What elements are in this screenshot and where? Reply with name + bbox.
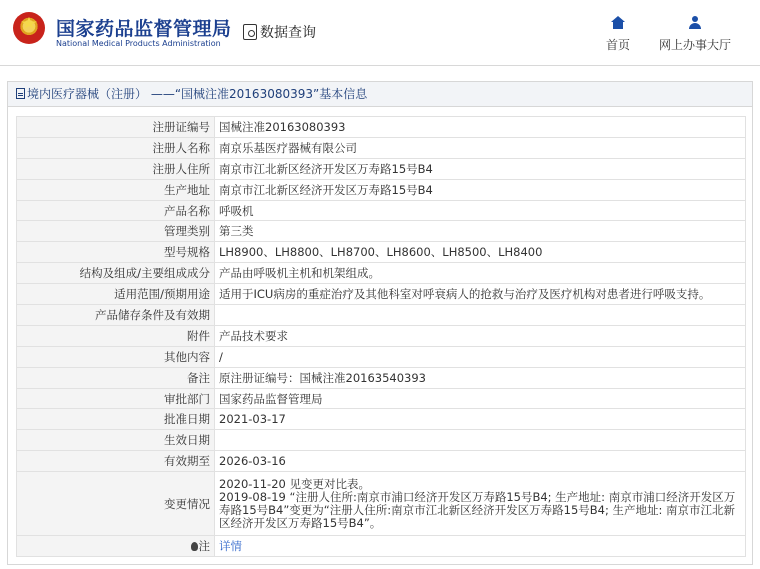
detail-table xyxy=(16,116,746,557)
field-label: 生产地址 xyxy=(17,179,215,200)
table-row xyxy=(17,430,746,451)
field-label: 型号规格 xyxy=(17,242,215,263)
field-value xyxy=(215,305,746,326)
field-value-change xyxy=(215,472,746,536)
field-label: 产品名称 xyxy=(17,200,215,221)
field-label: 注册人名称 xyxy=(17,137,215,158)
field-value: 南京市江北新区经济开发区万寿路15号B4 xyxy=(215,158,746,179)
home-icon xyxy=(611,16,625,29)
change-line-2: 2019-08-19 “注册人住所:南京市浦口经济开发区万寿路15号B4; 生产地址: 南京市浦口经济开发区万寿路15号B4”变更为“注册人住所:南京市江北新区经济开发区万寿路15号B4; 生产地址: 南京市江北新区经济开发区万寿路15号B4”。 xyxy=(219,490,736,531)
field-label: 管理类别 xyxy=(17,221,215,242)
field-value: 产品由呼吸机主机和机架组成。 xyxy=(215,263,746,284)
field-label: 批准日期 xyxy=(17,409,215,430)
table-row-change xyxy=(17,472,746,536)
document-icon xyxy=(16,88,25,99)
user-icon xyxy=(688,16,702,29)
table-row xyxy=(17,367,746,388)
table-row xyxy=(17,388,746,409)
field-label: 附件 xyxy=(17,325,215,346)
field-value: 2021-03-17 xyxy=(215,409,746,430)
table-row xyxy=(17,158,746,179)
table-row xyxy=(17,242,746,263)
detail-panel xyxy=(7,81,753,565)
site-title-cn[interactable]: 国家药品监督管理局 xyxy=(56,18,232,40)
table-row xyxy=(17,200,746,221)
field-value: LH8900、LH8800、LH8700、LH8600、LH8500、LH8400 xyxy=(215,242,746,263)
field-value: 产品技术要求 xyxy=(215,325,746,346)
table-row xyxy=(17,325,746,346)
field-value xyxy=(215,430,746,451)
document-search-icon xyxy=(243,24,257,40)
field-value: / xyxy=(215,346,746,367)
nav-online-hall[interactable] xyxy=(652,16,738,53)
field-value: 呼吸机 xyxy=(215,200,746,221)
national-emblem-icon xyxy=(13,12,45,44)
panel-title xyxy=(8,82,752,107)
field-value: 适用于ICU病房的重症治疗及其他科室对呼衰病人的抢救与治疗及医疗机构对患者进行呼吸支持。 xyxy=(215,284,746,305)
table-row xyxy=(17,263,746,284)
change-line-1: 2020-11-20 见变更对比表。 xyxy=(219,477,370,492)
table-row xyxy=(17,117,746,138)
data-query-heading xyxy=(243,22,316,42)
field-label-note xyxy=(17,536,215,557)
note-label: 注 xyxy=(198,539,210,554)
field-label: 结构及组成/主要组成成分 xyxy=(17,263,215,284)
table-row xyxy=(17,409,746,430)
nav-online-hall-label: 网上办事大厅 xyxy=(658,38,731,52)
field-value: 南京市江北新区经济开发区万寿路15号B4 xyxy=(215,179,746,200)
field-label: 注册人住所 xyxy=(17,158,215,179)
site-title-en[interactable]: National Medical Products Administration xyxy=(56,39,221,48)
field-label: 审批部门 xyxy=(17,388,215,409)
table-row xyxy=(17,305,746,326)
table-row xyxy=(17,346,746,367)
field-label: 变更情况 xyxy=(17,472,215,536)
field-label: 注册证编号 xyxy=(17,117,215,138)
field-value: 国械注准20163080393 xyxy=(215,117,746,138)
table-row xyxy=(17,451,746,472)
field-label: 备注 xyxy=(17,367,215,388)
field-label: 生效日期 xyxy=(17,430,215,451)
field-label: 其他内容 xyxy=(17,346,215,367)
field-label: 有效期至 xyxy=(17,451,215,472)
details-link[interactable]: 详情 xyxy=(219,539,242,554)
field-value: 南京乐基医疗器械有限公司 xyxy=(215,137,746,158)
pin-icon xyxy=(191,542,198,551)
field-value: 2026-03-16 xyxy=(215,451,746,472)
table-row xyxy=(17,179,746,200)
nav-home[interactable] xyxy=(603,16,633,53)
data-query-label: 数据查询 xyxy=(260,25,316,41)
field-label: 产品储存条件及有效期 xyxy=(17,305,215,326)
panel-title-text: 境内医疗器械（注册） ——“国械注准20163080393”基本信息 xyxy=(27,87,368,101)
site-header xyxy=(0,0,760,66)
field-value: 第三类 xyxy=(215,221,746,242)
table-row xyxy=(17,221,746,242)
table-row xyxy=(17,284,746,305)
table-row xyxy=(17,137,746,158)
table-row-note xyxy=(17,536,746,557)
field-value-note xyxy=(215,536,746,557)
field-value: 国家药品监督管理局 xyxy=(215,388,746,409)
field-value: 原注册证编号：国械注准20163540393 xyxy=(215,367,746,388)
nav-home-label: 首页 xyxy=(605,38,630,52)
field-label: 适用范围/预期用途 xyxy=(17,284,215,305)
